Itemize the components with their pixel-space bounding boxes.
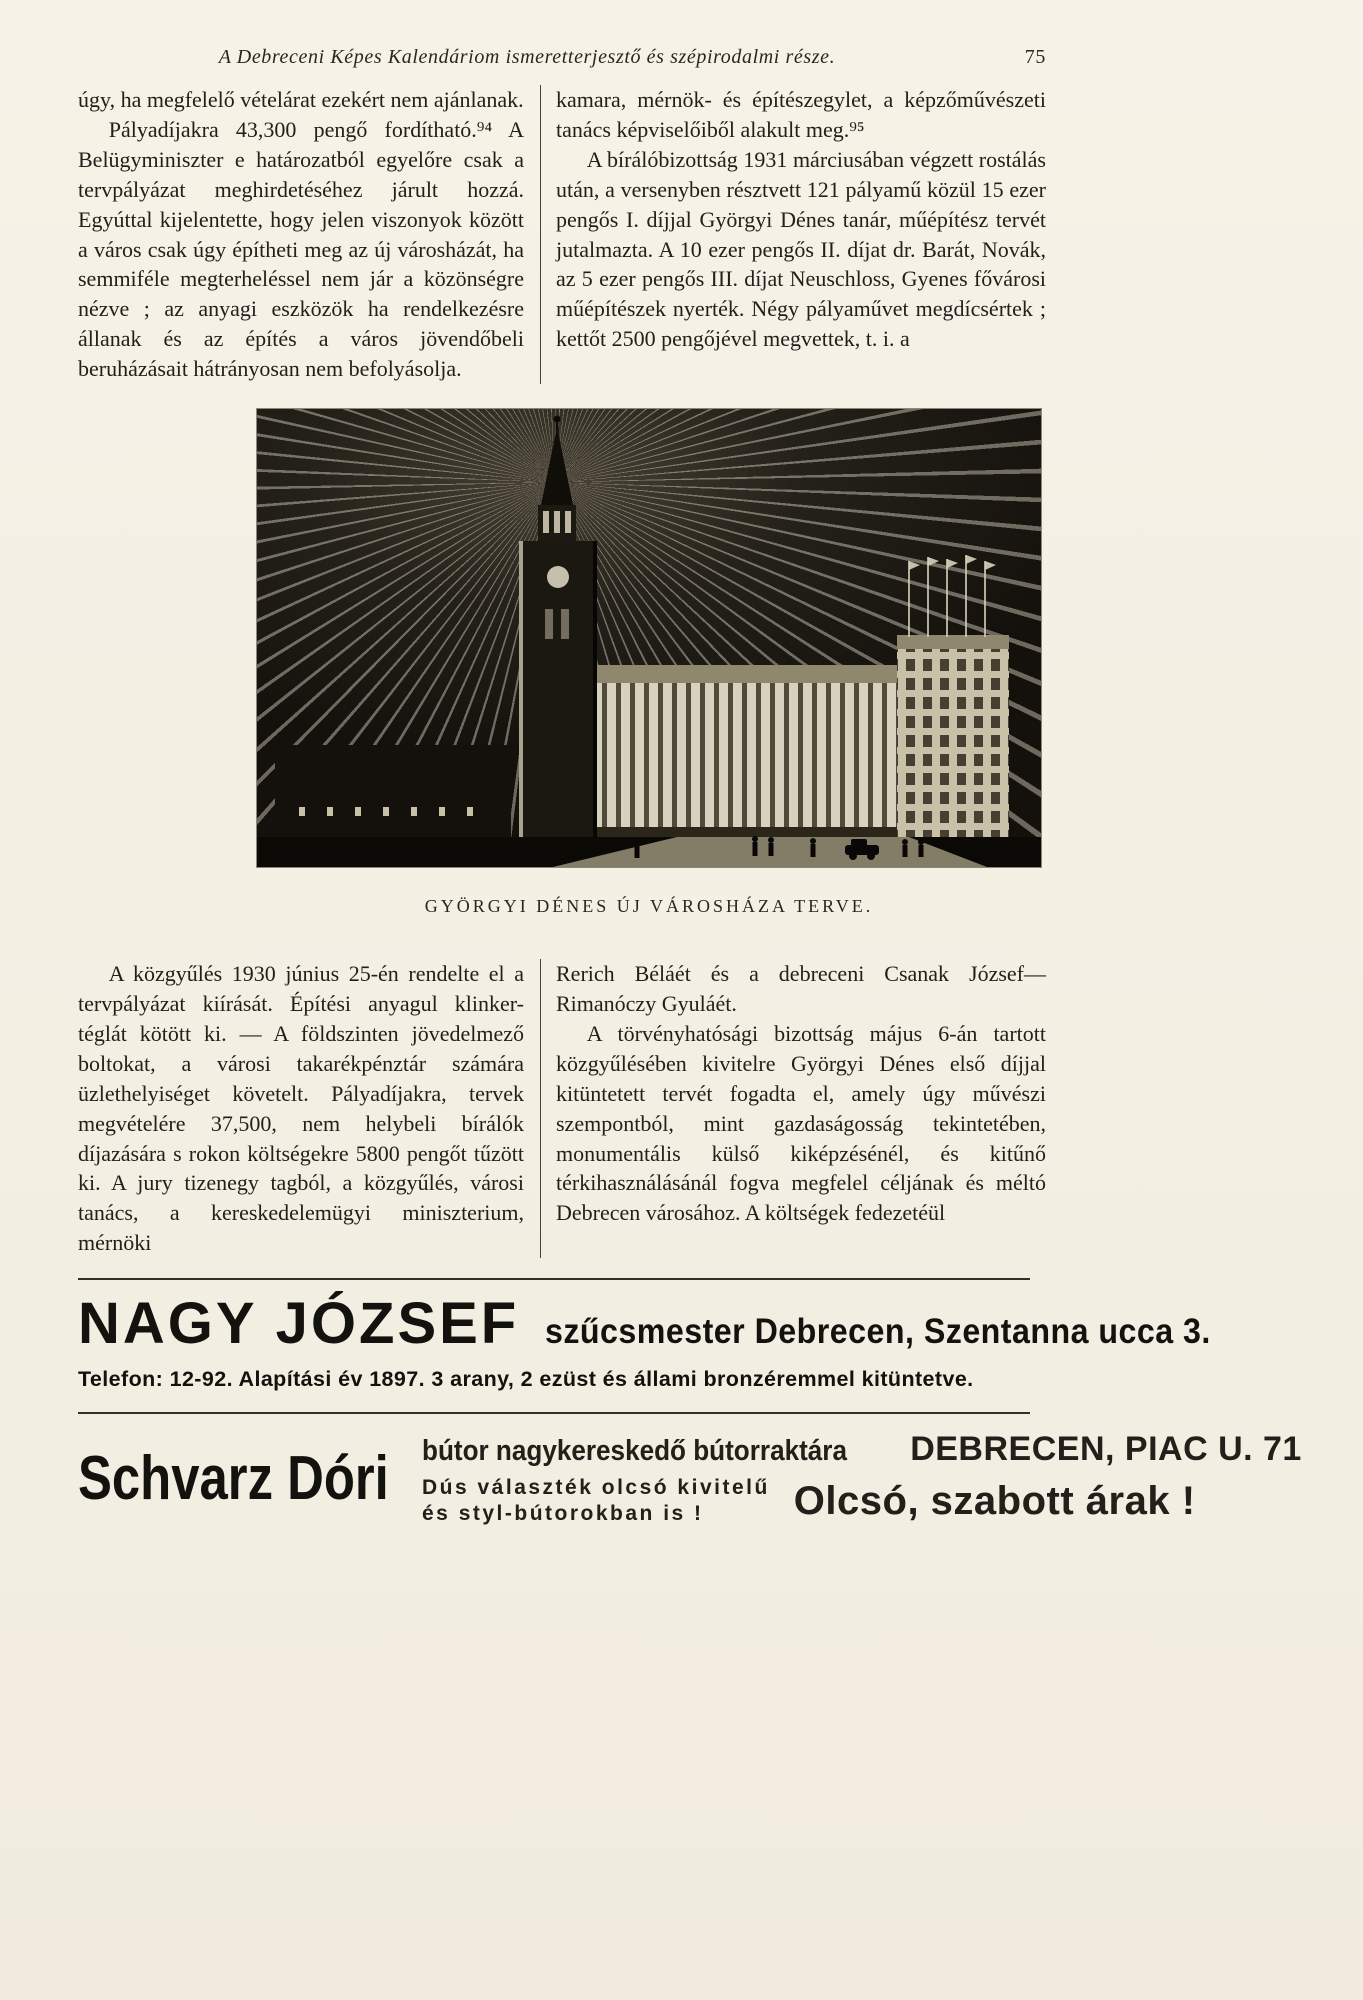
article-top-left-column [78, 85, 541, 384]
figure-caption: GYÖRGYI DÉNES ÚJ VÁROSHÁZA TERVE. [424, 896, 874, 917]
horizontal-rule [78, 1278, 1030, 1280]
ad-furrier [78, 1290, 1212, 1392]
running-head-title: A Debreceni Képes Kalendáriom ismeretterjesztő és szépirodalmi része. [218, 46, 836, 68]
ad-furniture-slogan-line1: Dús választék olcsó kivitelű [422, 1476, 770, 1500]
paragraph: A törvényhatósági bizottság május 6-án tartott közgyűlésében kivitelre Györgyi Dénes első díjjal kitüntetett tervét fogadta el, amely úgy művészi szempontból, mint gazdaságosság tekintetében, monumentális külső kiképzésénél, és kitűnő térkihasználásánál fogva megfelel céljának és méltó Debrecen városához. A költségek fedezetéül [556, 1020, 1046, 1226]
paragraph: Pályadíjakra 43,300 pengő fordítható.⁹⁴ A Belügyminiszter e határozatból egyelőre csak a tervpályázat meghirdetéséhez járult hozzá. Egyúttal kijelentette, hogy jelen viszonyok között a város csak úgy építheti meg az új városházát, ha semmiféle megterheléssel nem jár a közönségre nézve ; az anyagi eszközök ha rendelkezésre állanak és az építés a város jövendőbeli beruházásait hátrányosan nem befolyásolja. [78, 116, 524, 382]
ad-furniture-headline [422, 1430, 1302, 1469]
ad-furniture-name: Schvarz Dóri [78, 1443, 389, 1513]
paragraph: úgy, ha megfelelő vételárat ezekért nem ajánlanak. [78, 87, 524, 112]
paragraph: kamara, mérnök- és építészegylet, a képzőművészeti tanács képviselőiből alakult meg.⁹⁵ [556, 87, 1046, 142]
ad-furrier-details: Telefon: 12-92. Alapítási év 1897. 3 arany, 2 ezüst és állami bronzéremmel kitüntetve. [78, 1367, 974, 1392]
cityhall-art-svg [257, 409, 1042, 867]
ad-furniture-location: DEBRECEN, PIAC U. 71 [910, 1430, 1302, 1469]
page-content [78, 46, 1302, 1528]
ad-furniture-body [422, 1430, 1302, 1528]
ad-furniture-trade: bútor nagykereskedő bútorraktára [422, 1435, 847, 1468]
article-top-section [78, 85, 1046, 384]
horizontal-rule [78, 1412, 1030, 1414]
article-bottom-right-column [541, 959, 1046, 1258]
ad-furniture [78, 1430, 1302, 1528]
cityhall-figure [256, 408, 1042, 917]
ad-furniture-prices: Olcsó, szabott árak ! [793, 1478, 1196, 1523]
running-head [78, 46, 1046, 69]
page-number: 75 [1024, 46, 1046, 68]
article-top-right-column [541, 85, 1046, 384]
ad-furniture-slogan-row [422, 1475, 1302, 1528]
ad-furrier-name: NAGY JÓZSEF [78, 1291, 520, 1357]
ad-furniture-slogan [422, 1475, 770, 1528]
article-bottom-left-column [78, 959, 541, 1258]
article-bottom-section [78, 959, 1046, 1258]
ad-furniture-slogan-line2: és styl-bútorokban is ! [422, 1502, 704, 1526]
paragraph: A bírálóbizottság 1931 márciusában végzett rostálás után, a versenyben résztvett 121 pályamű közül 15 ezer pengős I. díjjal Györgyi Dénes tanár, műépítész tervét jutalmazta. A 10 ezer pengős II. díjat dr. Barát, Novák, az 5 ezer pengős III. díjat Neuschloss, Gyenes fővárosi műépítészek nyerték. Négy pályaművet megdícsértek ; kettőt 2500 pengőjével megvettek, t. i. a [556, 146, 1046, 352]
cityhall-illustration [256, 408, 1042, 868]
ad-furrier-headline [78, 1290, 1212, 1357]
paragraph: A közgyűlés 1930 június 25-én rendelte el a tervpályázat kiírását. Építési anyagul klinker-téglát kötött ki. — A földszinten jövedelmező boltokat, a városi takarékpénztár számára üzlethelyiséget követelt. Pályadíjakra, tervek megvételére 37,500, nem helybeli bírálók díjazására s rokon költségekre 5800 pengőt tűzött ki. A jury tizenegy tagból, a közgyűlés, városi tanács, a kereskedelemügyi miniszterium, mérnöki [78, 961, 524, 1256]
paragraph: Rerich Béláét és a debreceni Csanak József—Rimanóczy Gyuláét. [556, 961, 1046, 1016]
ad-furrier-subtitle: szűcsmester Debrecen, Szentanna ucca 3. [545, 1312, 1212, 1352]
